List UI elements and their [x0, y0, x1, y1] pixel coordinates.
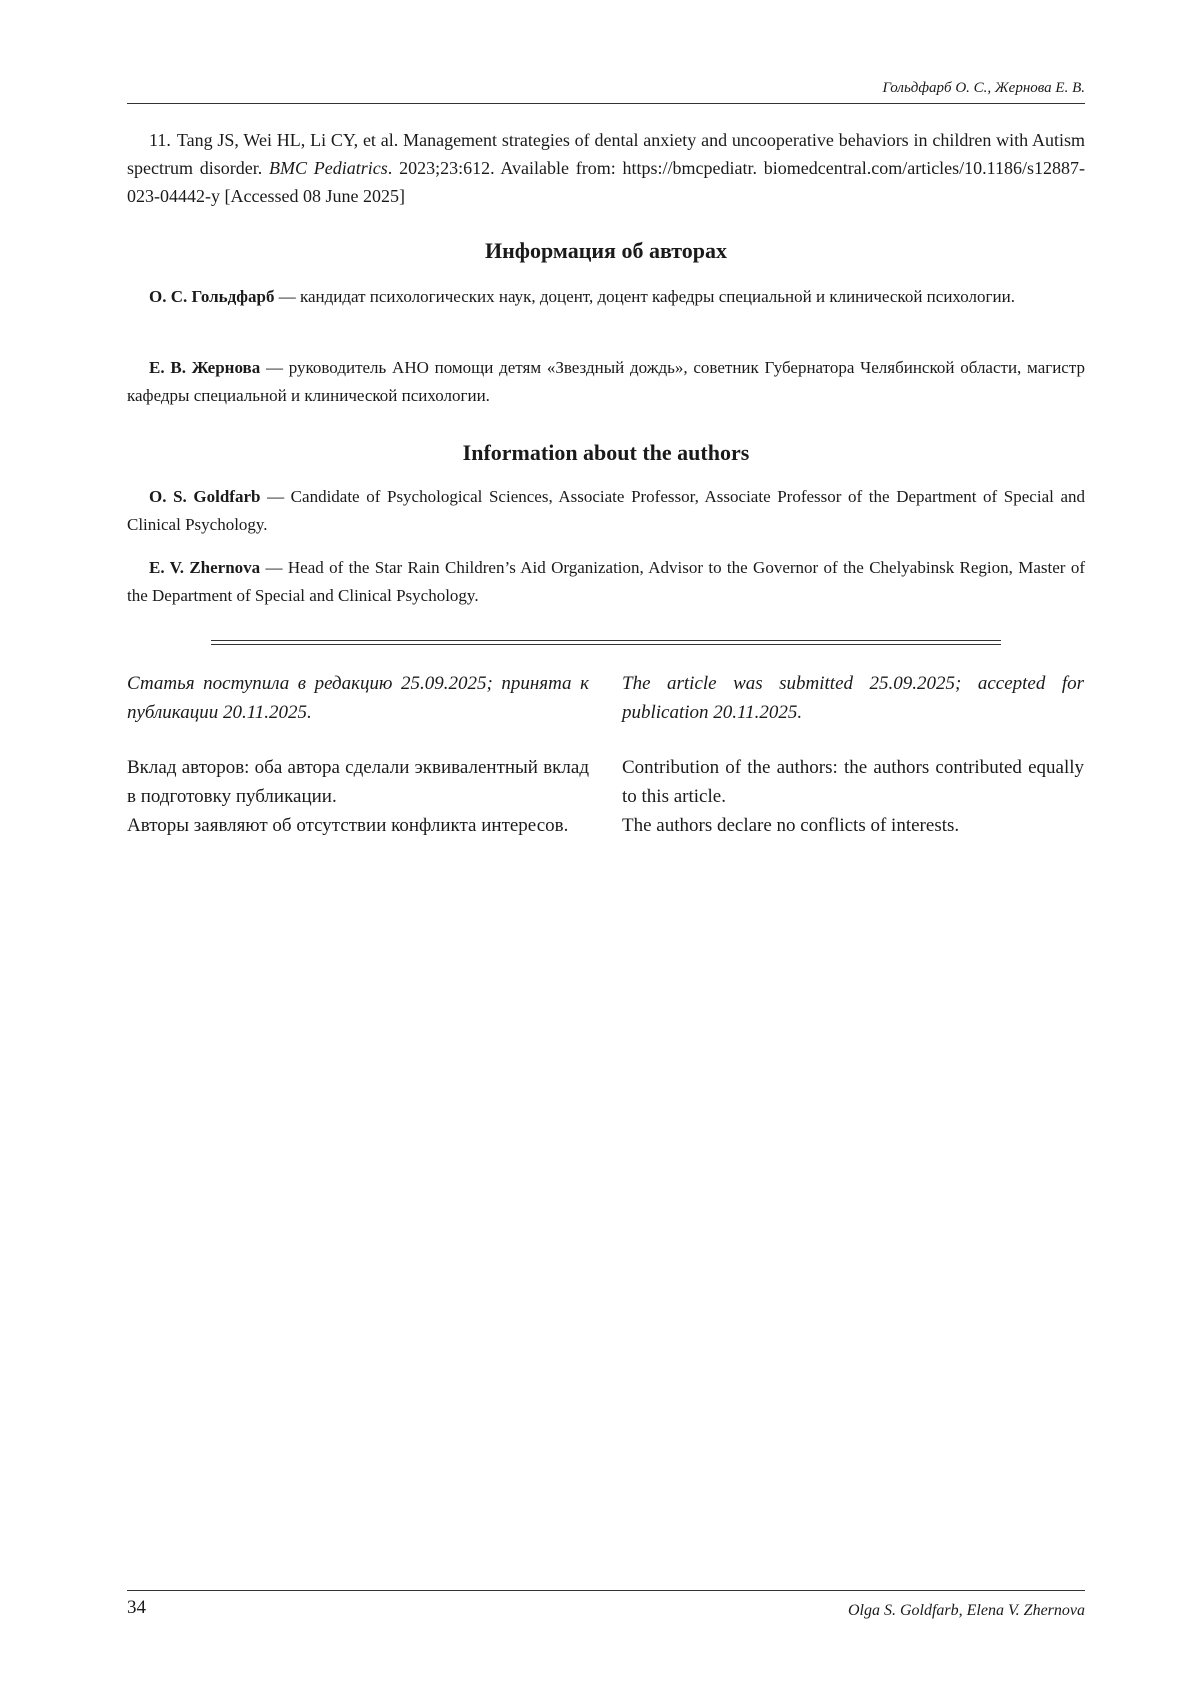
author-name: E. V. Zhernova: [149, 558, 261, 577]
author-bio: — Head of the Star Rain Children’s Aid Organization, Advisor to the Governor of the Chelyabinsk Region, Master of the Department of Special and Clinical Psychology.: [127, 558, 1085, 605]
header-rule: [127, 103, 1085, 104]
author-name: O. S. Goldfarb: [149, 487, 261, 506]
reference-text-start: Tang JS, Wei HL, Li CY, et al. Management strategies of dental anxiety and uncooperative behaviors in children with Autism spectrum disorder.: [127, 130, 1085, 178]
author-name: О. С. Гольдфарб: [149, 287, 275, 306]
author-name: Е. В. Жернова: [149, 358, 261, 377]
author-bio: — Candidate of Psychological Sciences, Associate Professor, Associate Professor of the Department of Special and Clinical Psychology.: [127, 487, 1086, 534]
conflicts-ru: Авторы заявляют об отсутствии конфликта интересов.: [127, 815, 569, 836]
author-entry-en-goldfarb: [127, 483, 1085, 539]
running-header: Гольдфарб О. С., Жернова Е. В.: [882, 80, 1085, 96]
authors-heading-ru: Информация об авторах: [484, 238, 728, 263]
journal-page: [127, 0, 1085, 1697]
contribution-en: Contribution of the authors: the authors contributed equally to this article.: [622, 757, 1084, 807]
submission-dates-en: The article was submitted 25.09.2025; accepted for publication 20.11.2025.: [622, 673, 1084, 723]
authors-heading-en: Information about the authors: [462, 440, 750, 465]
author-entry-en-zhernova: [127, 554, 1085, 610]
running-footer: Olga S. Goldfarb, Elena V. Zhernova: [847, 1602, 1085, 1619]
author-bio: — кандидат психологических наук, доцент, доцент кафедры специальной и клинической психологии.: [274, 287, 1015, 306]
declarations-ru: [127, 753, 589, 840]
conflicts-en: The authors declare no conflicts of interests.: [622, 815, 960, 836]
declarations-en: [622, 753, 1084, 840]
contribution-ru: Вклад авторов: оба автора сделали эквивалентный вклад в подготовку публикации.: [127, 757, 589, 807]
author-bio: — руководитель АНО помощи детям «Звездный дождь», советник Губернатора Челябинской области, магистр кафедры специальной и клинической психологии.: [127, 358, 1085, 405]
footer-rule: [127, 1590, 1085, 1591]
submission-dates-ru: Статья поступила в редакцию 25.09.2025; принята к публикации 20.11.2025.: [127, 673, 589, 723]
reference-text-end: . 2023;23:612. Available from: https://bmcpediatr. biomedcentral.com/articles/10.1186/s12887-023-04442-y [Accessed 08 June 2025]: [127, 158, 1086, 206]
page-number: 34: [127, 1597, 146, 1618]
author-entry-ru-zhernova: [127, 354, 1085, 410]
reference-number: 11.: [149, 130, 171, 150]
reference-journal: BMC Pediatrics: [269, 158, 388, 178]
reference-11: [127, 126, 1085, 210]
section-divider: [211, 640, 1001, 645]
author-entry-ru-goldfarb: [127, 283, 1085, 311]
